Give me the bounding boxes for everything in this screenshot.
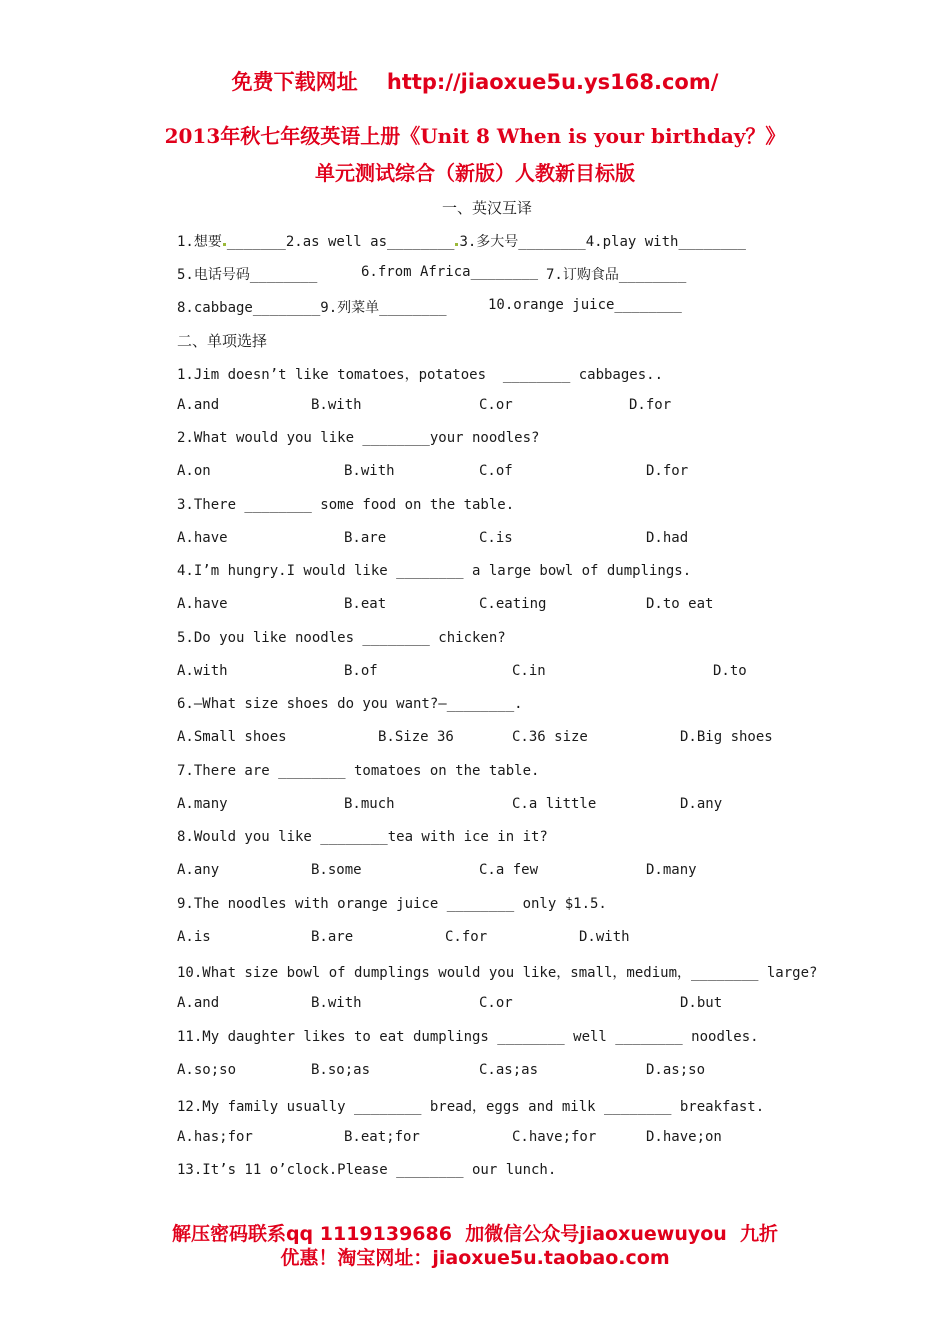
option-d: D.to <box>713 663 747 679</box>
header-banner <box>0 66 950 96</box>
question-text: 7.There are ________ tomatoes on the table. <box>177 763 540 779</box>
option-d: D.with <box>579 929 630 945</box>
option-d: D.any <box>680 796 723 812</box>
vocab-item: 5.电话号码________ <box>177 267 318 283</box>
option-a: A.Small shoes <box>177 729 287 745</box>
question-text: 12.My family usually ________ bread，eggs and milk ________ breakfast. <box>177 1099 765 1115</box>
question-text: 2.What would you like ________your noodles? <box>177 430 540 446</box>
question-text: 13.It’s 11 o’clock.Please ________ our lunch. <box>177 1162 557 1178</box>
option-c: C.or <box>479 995 513 1011</box>
question-text: 8.Would you like ________tea with ice in it? <box>177 829 548 845</box>
option-b: B.with <box>344 463 395 479</box>
option-a: A.so;so <box>177 1062 237 1078</box>
option-d: D.to eat <box>646 596 714 612</box>
question-text: 6.—What size shoes do you want?—________. <box>177 696 523 712</box>
doc-title-line2: 单元测试综合（新版）人教新目标版 <box>315 161 635 185</box>
option-b: B.some <box>311 862 362 878</box>
question-text: 4.I’m hungry.I would like ________ a large bowl of dumplings. <box>177 563 692 579</box>
option-b: B.eat <box>344 596 387 612</box>
option-b: B.much <box>344 796 395 812</box>
header-label: 免费下载网址 <box>231 70 358 94</box>
option-c: C.have;for <box>512 1129 597 1145</box>
option-d: D.have;on <box>646 1129 722 1145</box>
option-a: A.has;for <box>177 1129 253 1145</box>
option-c: C.as;as <box>479 1062 539 1078</box>
option-d: D.had <box>646 530 689 546</box>
doc-title-line1: 2013年秋七年级英语上册《Unit 8 When is your birthday？》 <box>164 124 786 148</box>
option-c: C.eating <box>479 596 547 612</box>
option-b: B.eat;for <box>344 1129 420 1145</box>
option-d: D.as;so <box>646 1062 706 1078</box>
question-text: 5.Do you like noodles ________ chicken? <box>177 630 506 646</box>
option-c: C.a little <box>512 796 597 812</box>
option-a: A.have <box>177 596 228 612</box>
option-a: A.many <box>177 796 228 812</box>
option-a: A.and <box>177 397 220 413</box>
option-b: B.with <box>311 397 362 413</box>
vocab-item: 8.cabbage________9.列菜单________ <box>177 300 447 316</box>
option-c: C.36 size <box>512 729 588 745</box>
option-b: B.of <box>344 663 378 679</box>
option-c: C.for <box>445 929 488 945</box>
option-a: A.and <box>177 995 220 1011</box>
option-b: B.Size 36 <box>378 729 454 745</box>
option-a: A.on <box>177 463 211 479</box>
option-a: A.is <box>177 929 211 945</box>
option-c: C.of <box>479 463 513 479</box>
option-c: C.in <box>512 663 546 679</box>
section2-heading: 二、单项选择 <box>177 332 268 350</box>
option-a: A.have <box>177 530 228 546</box>
option-d: D.for <box>629 397 672 413</box>
option-b: B.are <box>344 530 387 546</box>
option-d: D.many <box>646 862 697 878</box>
option-a: A.with <box>177 663 228 679</box>
footer-line1: 解压密码联系qq 1119139686 加微信公众号jiaoxuewuyou 九折 <box>171 1223 779 1245</box>
option-b: B.with <box>311 995 362 1011</box>
option-c: C.is <box>479 530 513 546</box>
vocab-item: 7.订购食品________ <box>546 267 687 283</box>
option-d: D.for <box>646 463 689 479</box>
section1-heading: 一、英汉互译 <box>442 199 533 217</box>
vocab-item: 1.想要 _______2.as well as________ 3.多大号________4.play with________ <box>177 234 746 250</box>
question-text: 11.My daughter likes to eat dumplings ________ well ________ noodles. <box>177 1029 759 1045</box>
question-text: 3.There ________ some food on the table. <box>177 497 515 513</box>
option-c: C.or <box>479 397 513 413</box>
option-d: D.but <box>680 995 723 1011</box>
option-b: B.so;as <box>311 1062 371 1078</box>
question-text: 10.What size bowl of dumplings would you like，small，medium，________ large? <box>177 965 818 981</box>
option-d: D.Big shoes <box>680 729 773 745</box>
footer-line2[interactable]: 优惠！淘宝网址：jiaoxue5u.taobao.com <box>280 1247 670 1269</box>
vocab-item: 10.orange juice________ <box>488 297 682 313</box>
vocab-item: 6.from Africa________ <box>361 264 539 280</box>
question-text: 9.The noodles with orange juice ________ only $1.5. <box>177 896 607 912</box>
header-url-link[interactable]: http://jiaoxue5u.ys168.com/ <box>386 70 719 94</box>
option-a: A.any <box>177 862 220 878</box>
option-b: B.are <box>311 929 354 945</box>
option-c: C.a few <box>479 862 539 878</box>
question-text: 1.Jim doesn’t like tomatoes，potatoes ________ cabbages.. <box>177 367 664 383</box>
